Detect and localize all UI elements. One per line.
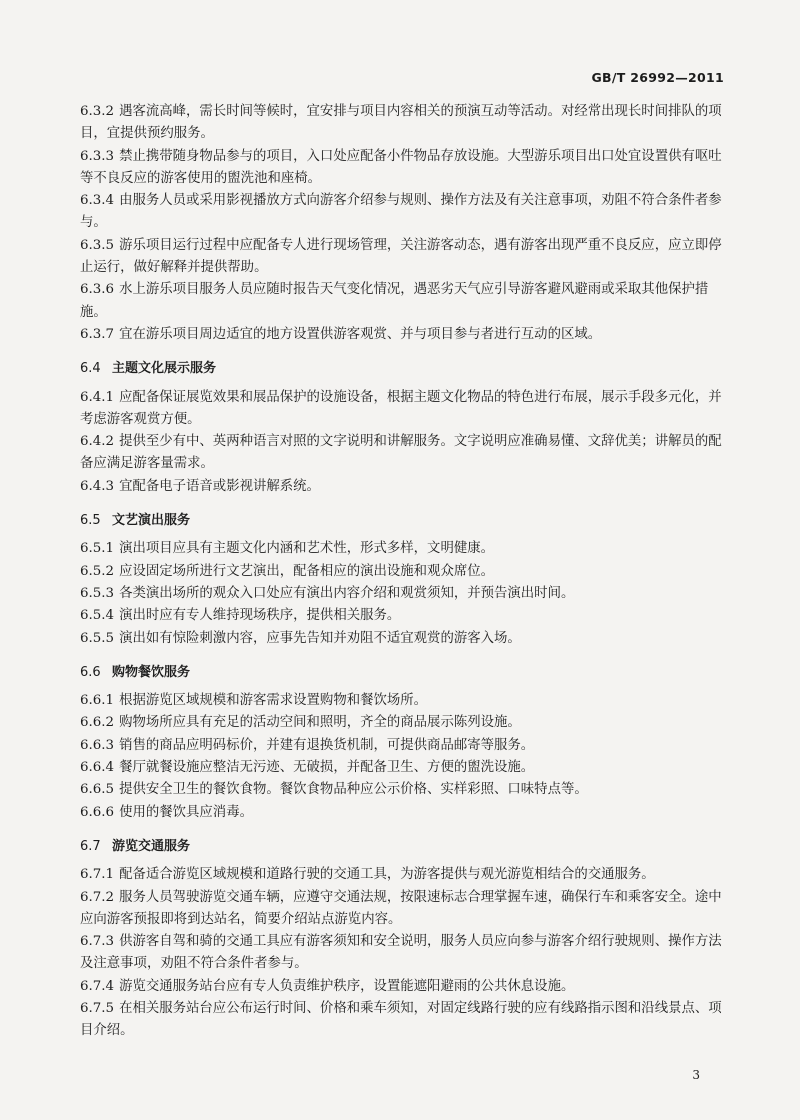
clause-paragraph	[80, 324, 725, 346]
clause-text: 水上游乐项目服务人员应随时报告天气变化情况，遇恶劣天气应引导游客避风避雨或采取其他保护措施。	[80, 282, 709, 320]
clause-number: 6.3.2	[80, 104, 115, 119]
clause-number: 6.4.2	[80, 434, 115, 450]
clause-number: 6.7.4	[80, 978, 115, 994]
clause-number: 6.7.5	[80, 1000, 115, 1016]
section-title: 文艺演出服务	[112, 513, 191, 529]
standard-code: GB/T 26992—2011	[591, 70, 724, 85]
clause-paragraph	[80, 146, 725, 191]
clause-text: 销售的商品应明码标价，并建有退换货机制，可提供商品邮寄等服务。	[119, 737, 535, 753]
clause-text: 应设固定场所进行文艺演出，配备相应的演出设施和观众席位。	[119, 563, 495, 579]
page-number: 3	[692, 1068, 700, 1082]
clause-text: 演出时应有专人维持现场秩序，提供相关服务。	[119, 608, 401, 624]
clause-text: 配备适合游览区域规模和道路行驶的交通工具，为游客提供与观光游览相结合的交通服务。	[119, 867, 655, 883]
clause-paragraph	[80, 690, 725, 712]
clause-paragraph	[80, 712, 725, 734]
clause-number: 6.5.4	[80, 608, 115, 624]
clause-number: 6.6.6	[80, 804, 115, 820]
clause-text: 提供至少有中、英两种语言对照的文字说明和讲解服务。文字说明应准确易懂、文辞优美；讲解员的配备应满足游客量需求。	[80, 434, 722, 472]
clause-paragraph	[80, 735, 725, 757]
clause-number: 6.5.5	[80, 630, 115, 646]
clause-paragraph	[80, 561, 725, 583]
clause-number: 6.6.3	[80, 737, 115, 753]
document-body	[80, 101, 725, 1043]
clause-text: 由服务人员或采用影视播放方式向游客介绍参与规则、操作方法及有关注意事项，劝阻不符合条件者参与。	[80, 193, 722, 231]
clause-text: 应配备保证展览效果和展品保护的设施设备，根据主题文化物品的特色进行布展，展示手段多元化，并考虑游客观赏方便。	[80, 389, 722, 427]
clause-text: 遇客流高峰，需长时间等候时，宜安排与项目内容相关的预演互动等活动。对经常出现长时间排队的项目，宜提供预约服务。	[80, 104, 722, 142]
clause-paragraph	[80, 976, 725, 998]
clause-text: 餐厅就餐设施应整洁无污迹、无破损，并配备卫生、方便的盥洗设施。	[119, 760, 535, 776]
clause-text: 根据游览区域规模和游客需求设置购物和餐饮场所。	[119, 693, 428, 709]
clause-number: 6.3.3	[80, 148, 115, 164]
clause-paragraph	[80, 998, 725, 1043]
clause-number: 6.4.3	[80, 478, 115, 494]
clause-paragraph	[80, 802, 725, 824]
clause-text: 提供安全卫生的餐饮食物。餐饮食物品种应公示价格、实样彩照、口味特点等。	[119, 782, 588, 798]
clause-paragraph	[80, 779, 725, 801]
clause-paragraph	[80, 887, 725, 932]
clause-paragraph	[80, 931, 725, 976]
clause-text: 宜在游乐项目周边适宜的地方设置供游客观赏、并与项目参与者进行互动的区域。	[119, 326, 602, 342]
clause-number: 6.3.7	[80, 326, 115, 342]
clause-text: 演出如有惊险刺激内容，应事先告知并劝阻不适宜观赏的游客入场。	[119, 630, 521, 646]
clause-paragraph	[80, 190, 725, 235]
clause-text: 禁止携带随身物品参与的项目，入口处应配备小件物品存放设施。大型游乐项目出口处宜设置供有呕吐等不良反应的游客使用的盥洗池和座椅。	[80, 148, 722, 186]
clause-number: 6.6.2	[80, 715, 115, 731]
clause-number: 6.7.3	[80, 934, 115, 950]
clause-paragraph	[80, 583, 725, 605]
clause-number: 6.4.1	[80, 389, 115, 405]
clause-number: 6.6.5	[80, 782, 115, 798]
section-number: 6.5	[80, 513, 101, 529]
section-heading	[80, 662, 725, 684]
clause-number: 6.3.6	[80, 282, 115, 298]
clause-number: 6.6.1	[80, 693, 115, 709]
clause-text: 购物场所应具有充足的活动空间和照明，齐全的商品展示陈列设施。	[119, 715, 521, 731]
clause-paragraph	[80, 279, 725, 324]
clause-number: 6.5.1	[80, 541, 115, 557]
clause-text: 各类演出场所的观众入口处应有演出内容介绍和观赏须知，并预告演出时间。	[119, 585, 575, 601]
clause-number: 6.3.4	[80, 193, 115, 209]
clause-paragraph	[80, 757, 725, 779]
clause-number: 6.7.1	[80, 867, 115, 883]
clause-text: 供游客自驾和骑的交通工具应有游客须知和安全说明，服务人员应向参与游客介绍行驶规则、操作方法及注意事项，劝阻不符合条件者参与。	[80, 934, 722, 972]
clause-paragraph	[80, 628, 725, 650]
clause-text: 游乐项目运行过程中应配备专人进行现场管理，关注游客动态，遇有游客出现严重不良反应，应立即停止运行，做好解释并提供帮助。	[80, 237, 722, 276]
clause-number: 6.5.2	[80, 563, 115, 579]
clause-number: 6.5.3	[80, 585, 115, 601]
clause-text: 使用的餐饮具应消毒。	[119, 804, 253, 820]
clause-paragraph	[80, 387, 725, 432]
clause-paragraph	[80, 538, 725, 560]
clause-text: 在相关服务站台应公布运行时间、价格和乘车须知，对固定线路行驶的应有线路指示图和沿线景点、项目介绍。	[80, 1000, 722, 1039]
clause-text: 宜配备电子语音或影视讲解系统。	[119, 478, 320, 494]
clause-paragraph	[80, 431, 725, 476]
section-heading	[80, 358, 725, 380]
clause-text: 游览交通服务站台应有专人负责维护秩序，设置能遮阳避雨的公共休息设施。	[119, 978, 575, 994]
clause-paragraph	[80, 235, 725, 280]
section-heading	[80, 510, 725, 532]
clause-paragraph	[80, 101, 725, 146]
clause-paragraph	[80, 476, 725, 498]
clause-paragraph	[80, 864, 725, 886]
clause-number: 6.7.2	[80, 889, 115, 905]
clause-text: 演出项目应具有主题文化内涵和艺术性，形式多样，文明健康。	[119, 541, 495, 557]
clause-number: 6.3.5	[80, 237, 115, 253]
section-title: 游览交通服务	[112, 838, 191, 854]
section-title: 主题文化展示服务	[112, 361, 217, 377]
clause-text: 服务人员驾驶游览交通车辆，应遵守交通法规，按限速标志合理掌握车速，确保行车和乘客安全。途中应向游客预报即将到达站名，简要介绍站点游览内容。	[80, 889, 722, 927]
section-number: 6.7	[80, 838, 101, 854]
section-heading	[80, 836, 725, 858]
section-number: 6.4	[80, 361, 101, 377]
section-title: 购物餐饮服务	[112, 664, 191, 680]
clause-number: 6.6.4	[80, 760, 115, 776]
section-number: 6.6	[80, 664, 101, 680]
clause-paragraph	[80, 605, 725, 627]
